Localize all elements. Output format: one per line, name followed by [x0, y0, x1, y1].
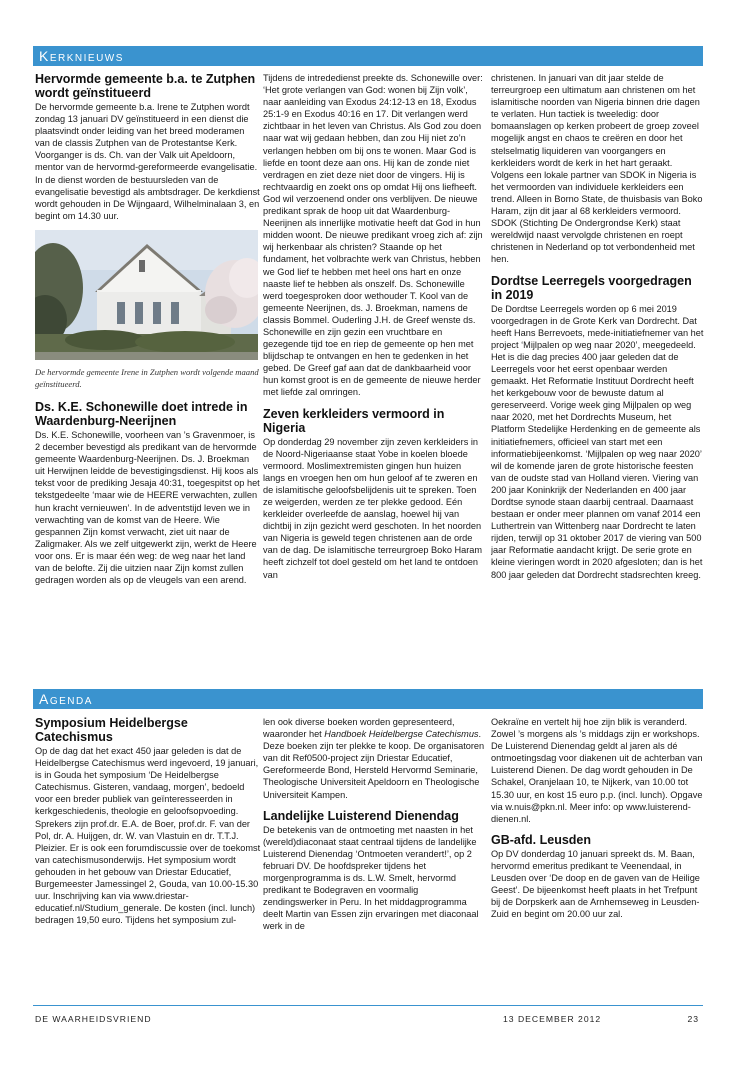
- book-title: Handboek Heidelbergse Catechismus: [324, 729, 479, 740]
- article-body-dordtse-leerregels: De Dordtse Leerregels worden op 6 mei 2019 voorgedragen in de Grote Kerk van Dordrecht. Dat heeft Hans Berrevoets, mede-initiatiefnemer van het project ‘Mijlpalen op weg naar 2020’, meegedeeld. Het is die dag precies 400 jaar geleden dat de Leerregels voor het eerst openbaar werden gemaakt. Het Reformatie Instituut Dordrecht heeft het kerkgebouw voor de bewuste datum al gereserveerd. Vorige week ging Mijlpalen op weg naar 2020, met het Dordrechts Museum, het Platform Stedelijke Herdenking en de gemeente als initiatiefnemers, officieel van start met een informatiebijeenkomst. ‘Mijlpalen op weg naar 2020’ wil de komende jaren de grote historische feesten van de oudste stad van Holland vieren. Viering van 200 jaar Koninkrijk der Nederlanden en 400 jaar Dordtse synode staan daarbij centraal. Daarnaast bestaan er onder meer plannen om vanaf 2014 een Luthertrein van Wittenberg naar Dordrecht te laten rijden, terwijl op 31 oktober 2017 de viering van 500 jaar Reformatie aandacht krijgt. De serie grote en kleine vieringen wordt in 2020 afgesloten; dan is het 800 jaar geleden dat Dordrecht stadsrechten kreeg.: [491, 303, 704, 580]
- article-body-symposium: Op de dag dat het exact 450 jaar geleden is dat de Heidelbergse Catechismus werd ingevoerd, 19 januari, is in Gouda het symposium ‘De Heidelbergse Catechismus. Gisteren, vandaag, morgen’, bedoeld voor een breder publiek van geïnteresseerden in kerkgeschiedenis, theologie en geloofsopvoeding. Sprekers zijn prof.dr. E.A. de Boer, prof.dr. F. van der Pol, dr. A. Huijgen, dr. W. van Vlastuin en dr. T.T.J. Pleizier. Er is ook een forumdiscussie over de toekomst van catechismusonderwijs. Het symposium wordt gehouden in het gebouw van Driestar Educatief, Burgemeester Jamessingel 2, Gouda, van 10.00-15.30 uur. Inschrijving kan via www.driestar-educatief.nl/Studium_generale. De kosten (incl. lunch) bedragen 19,50 euro. Tijdens het symposium zul-: [35, 746, 261, 926]
- column-kerknieuws-2: [263, 72, 485, 592]
- footer-page-number: 23: [687, 1014, 699, 1024]
- article-body-gb-leusden: Op DV donderdag 10 januari spreekt ds. M. Baan, hervormd emeritus predikant te Veenendaal, in Leusden over ‘De doop en de gaven van de Heilige Geest’. De bijeenkomst heeft plaats in het Trefpunt bij de Dorpskerk aan de Arnhemseweg in Leusden-Zuid en begint om 20.00 uur zal.: [491, 848, 700, 920]
- section-header-kerknieuws: Kerknieuws: [33, 46, 703, 66]
- page-footer: [33, 1005, 703, 1028]
- article-title-symposium: Symposium Heidelbergse Catechismus: [35, 716, 188, 744]
- article-body-symposium-continued: len ook diverse boeken worden gepresenteerd, waaronder het Handboek Heidelbergse Catechismus. Deze boeken zijn ter plekke te koop. De organisatoren van dit Ref0500-project zijn Driestar Educatief, Gereformeerde Bond, Hersteld Hervormd Seminarie, Theologische Universiteit Apeldoorn en Theologische Universiteit Kampen.: [263, 717, 485, 800]
- column-agenda-1: [35, 716, 261, 998]
- article-body-nigeria: Op donderdag 29 november zijn zeven kerkleiders in de Noord-Nigeriaanse staat Yobe in koelen bloede vermoord. Moslimextremisten gingen hun huizen langs en vroegen hen om hun geloof af te zweren en de islamitische geloofsbelijdenis uit te spreken. Toen ze weigerden, werden ze ter plekke gedood. Eén kerkleider overleefde de aanslag, hoewel hij van dichtbij in zijn gezicht werd geschoten. In het noorden van Nigeria is geweld tegen christenen aan de orde van de dag. De islamitische terreurgroep Boko Haram heeft zichzelf tot doel gesteld om het land te ontdoen van: [263, 436, 483, 580]
- column-agenda-3: [491, 716, 705, 998]
- footer-date: 13 DECEMBER 2012: [503, 1014, 602, 1024]
- article-body-zutphen: De hervormde gemeente b.a. Irene te Zutphen wordt zondag 13 januari DV geïnstitueerd in een dienst die plaatsvindt onder leiding van het breed moderamen van de classis Zutphen van de Protestantse Kerk. Voorganger is ds. Ch. van der Valk uit Apeldoorn, mentor van de hervormd-gereformeerde evangelisatie. In de dienst worden de bestuursleden van de evangelisatie bevestigd als ambtsdrager. De kerkdienst wordt gehouden in De Wijngaard, Wilhelminalaan 3, en begint om 14.30 uur.: [35, 102, 260, 221]
- column-kerknieuws-3: [491, 72, 705, 592]
- article-body-luisterend-dienendag-continued: Oekraïne en vertelt hij hoe zijn blik is veranderd. Zowel ’s morgens als ’s middags zijn er workshops. De Luisterend Dienendag geldt al jaren als dé ontmoetingsdag voor diakenen uit de achterban van Luisterend Dienen. De dag wordt gehouden in De Schakel, Oranjelaan 10, te Nijkerk, van 10.00 tot 15.30 uur, en kost 15 euro p.p. (incl. lunch). Opgave via w.nuis@pkn.nl. Meer info: op www.luisterend-dienen.nl.: [491, 717, 703, 824]
- article-title-schonewille: Ds. K.E. Schonewille doet intrede in Waardenburg-Neerijnen: [35, 399, 248, 428]
- article-body-schonewille: Ds. K.E. Schonewille, voorheen van ’s Gravenmoer, is 2 december bevestigd als predikant van de hervormde gemeente Waardenburg-Neerijnen. Ds. J. Broekman uit Herwijnen leidde de bevestigingsdienst. Hij koos als tekst voor de prediking Jesaja 40:31, toegespitst op het tekstgedeelte ‘maar wie de HEERE verwachten, zullen hun kracht vernieuwen’. In de adventstijd leven we in verwachting van de komst van de Heere. Wie gespannen Zijn komst verwacht, ziet uit naar de Zaligmaker. Als we zelf uitgewerkt zijn, werkt de Heere voor ons. Er is maar één weg: de weg naar het land van de beloftе. Zij die uitzien naar Zijn komst zullen gedragen worden als op de vleugels van een arend.: [35, 429, 260, 586]
- article-title-luisterend-dienendag: Landelijke Luisterend Dienendag: [263, 808, 459, 823]
- article-title-dordtse-leerregels: Dordtse Leerregels voorgedragen in 2019: [491, 273, 692, 302]
- church-photo: [35, 230, 258, 360]
- photo-caption: De hervormde gemeente Irene in Zutphen wordt volgende maand geïnstitueerd.: [35, 366, 259, 389]
- article-body-schonewille-continued: Tijdens de intrededienst preekte ds. Schonewille over: ‘Het grote verlangen van God: wonen bij Zijn volk’, naar aanleiding van Exodus 24:12-13 en 18, Exodus 25:1-9 en Exodus 40:16 en 17. Dit verlangen werd zichtbaar in het leven van Christus. Als God zou doen naar wat wij gedaan hebben, dan zou Hij niet zo’n verlangen hebben om bij ons te wonen. Maar God is liefde en toont deze aan ons. Hij kan de zonde niet verdragen en ziet deze niet door de vingers. Hij is rechtvaardig en zoekt ons op omdat Hij ons liefheeft. God wil verzoenend onder ons verblijven. De nieuwe predikant sprak de hoop uit dat Waardenburg-Neerijnen als innerlijke motivatie heeft dat God in hun midden woont. De nieuwe predikant vroeg zich af: zijn wij herkenbaar als christen? Staande op het fundament, het volbrachte werk van Christus, hebben we God lief te hebben met heel ons hart en onze naaste lief te hebben als onszelf. Ds. Schonewille werd toegesproken door wethouder T. Kool van de gemeente Neerijnen, ds. J. Broekman, namens de classis Bommel. Ouderling J.H. de Greef wenste ds. Schonewille en zijn gezin een vruchtbare en gezegende tijd toe en riep de gemeente op hen met blijdschap te ontvangen en hen te gedenken in het gebed. De Greef gaf aan dat de dankbaarheid voor hun komst groot is en de gemeente de nieuwe herder met liefde zal omringen.: [263, 73, 483, 398]
- article-title-gb-leusden: GB-afd. Leusden: [491, 832, 592, 847]
- article-title-nigeria: Zeven kerkleiders vermoord in Nigeria: [263, 406, 445, 435]
- column-kerknieuws-1: [35, 72, 261, 592]
- section-header-agenda: Agenda: [33, 689, 703, 709]
- column-agenda-2: [263, 716, 485, 998]
- footer-publication: DE WAARHEIDSVRIEND: [35, 1014, 152, 1024]
- article-body-nigeria-continued: christenen. In januari van dit jaar stelde de terreurgroep een ultimatum aan christenen om het islamitische noorden van Nigeria binnen drie dagen te verlaten. Hun tactiek is tweeledig: door bomaanslagen op kerken probeert de groep zoveel mogelijk angst en chaos te creëren en door het stelselmatig liquideren van voorgangers en kerkleiders wordt de kerk in het hart geraakt. Volgens een lokale partner van SDOK in Nigeria is het vermoorden van individuele kerkleiders een trend. Alleen in Borno State, de thuisbasis van Boko Haram, zijn dit jaar al 68 kerkleiders vermoord. SDOK (Stichting De Ondergrondse Kerk) staat wereldwijd naast vervolgde christenen en roept christenen in Nederland op tot verbondenheid met hen.: [491, 73, 703, 265]
- article-body-luisterend-dienendag: De betekenis van de ontmoeting met naasten in het (wereld)diaconaat staat centraal tijdens de landelijke Luisterend Dienendag ‘Ontmoeten verandert!’, op 2 februari DV. De hoofdspreker tijdens het morgenprogramma is ds. L.W. Smelt, hervormd predikant te Bodegraven en voormalig zendingswerker in Peru. In het middagprogramma deelt Martin van Essen zijn ervaringen met diaconaal werk in de: [263, 824, 479, 932]
- article-title-zutphen: Hervormde gemeente b.a. te Zutphen wordt geïnstitueerd: [35, 72, 256, 100]
